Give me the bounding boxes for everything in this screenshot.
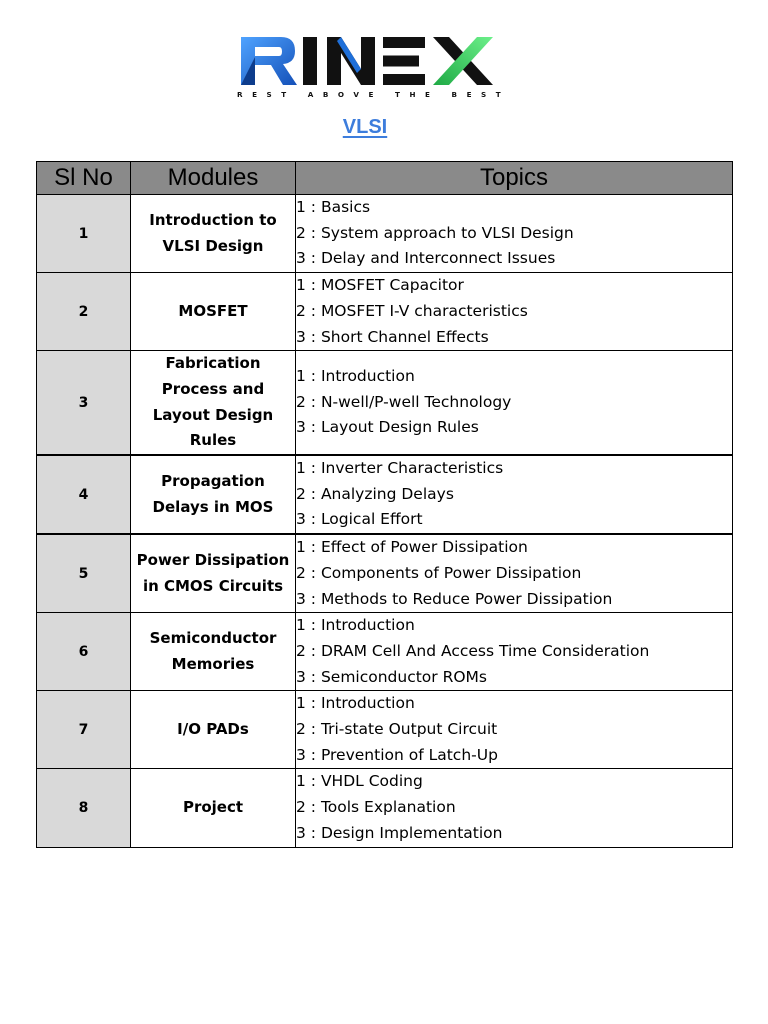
topic-item: 1 : Introduction <box>296 694 415 713</box>
row-sl-number: 5 <box>37 534 131 613</box>
row-sl-number: 8 <box>37 769 131 847</box>
topic-item: 1 : MOSFET Capacitor <box>296 276 464 295</box>
topic-item: 2 : Analyzing Delays <box>296 484 454 503</box>
topic-item: 2 : N-well/P-well Technology <box>296 392 512 411</box>
row-topics <box>296 769 733 847</box>
topic-item: 1 : Effect of Power Dissipation <box>296 538 528 557</box>
row-module: Propagation Delays in MOS <box>131 455 296 534</box>
row-topics <box>296 455 733 534</box>
column-header-topics: Topics <box>296 162 733 195</box>
topic-item: 1 : Introduction <box>296 367 415 386</box>
syllabus-table <box>36 161 733 848</box>
document-title[interactable]: VLSI <box>342 116 388 138</box>
topic-item: 3 : Semiconductor ROMs <box>296 667 488 686</box>
column-header-sl-no: Sl No <box>37 162 131 195</box>
rinex-logo <box>237 33 511 101</box>
table-header-row <box>37 162 733 195</box>
topic-item: 1 : Basics <box>296 198 371 216</box>
topic-item: 2 : DRAM Cell And Access Time Consideration <box>296 641 650 660</box>
row-sl-number: 4 <box>37 455 131 534</box>
topic-item: 1 : VHDL Coding <box>296 772 423 791</box>
row-topics <box>296 691 733 769</box>
topic-item: 2 : System approach to VLSI Design <box>296 223 574 242</box>
topic-item: 3 : Design Implementation <box>296 823 503 842</box>
topic-item: 3 : Prevention of Latch-Up <box>296 745 498 764</box>
topic-item: 3 : Short Channel Effects <box>296 327 489 346</box>
table-row <box>37 691 733 769</box>
topic-item: 3 : Delay and Interconnect Issues <box>296 249 556 268</box>
row-sl-number: 6 <box>37 613 131 691</box>
row-topics <box>296 195 733 273</box>
row-module: Introduction to VLSI Design <box>131 195 296 273</box>
column-header-modules: Modules <box>131 162 296 195</box>
row-module: Power Dissipation in CMOS Circuits <box>131 534 296 613</box>
topic-item: 2 : MOSFET I-V characteristics <box>296 301 528 320</box>
topic-item: 2 : Tri-state Output Circuit <box>296 720 498 739</box>
topic-item: 2 : Tools Explanation <box>296 798 456 817</box>
topic-item: 3 : Methods to Reduce Power Dissipation <box>296 589 613 608</box>
row-topics <box>296 534 733 613</box>
table-row <box>37 273 733 351</box>
row-sl-number: 7 <box>37 691 131 769</box>
topic-item: 1 : Inverter Characteristics <box>296 459 504 478</box>
row-module: MOSFET <box>131 273 296 351</box>
table-row <box>37 195 733 273</box>
row-topics <box>296 273 733 351</box>
row-module: Semiconductor Memories <box>131 613 296 691</box>
row-module: Fabrication Process and Layout Design Rules <box>131 351 296 455</box>
topic-item: 3 : Logical Effort <box>296 510 423 529</box>
row-sl-number: 3 <box>37 351 131 455</box>
row-module: I/O PADs <box>131 691 296 769</box>
row-topics <box>296 613 733 691</box>
table-row <box>37 613 733 691</box>
row-sl-number: 1 <box>37 195 131 273</box>
table-row <box>37 351 733 455</box>
rinex-wordmark <box>237 33 495 89</box>
table-row <box>37 769 733 847</box>
row-sl-number: 2 <box>37 273 131 351</box>
table-row <box>37 534 733 613</box>
topic-item: 2 : Components of Power Dissipation <box>296 563 582 582</box>
table-row <box>37 455 733 534</box>
row-topics <box>296 351 733 455</box>
topic-item: 1 : Introduction <box>296 616 415 635</box>
topic-item: 3 : Layout Design Rules <box>296 418 479 437</box>
logo-tagline: REST ABOVE THE BEST <box>237 90 511 99</box>
row-module: Project <box>131 769 296 847</box>
